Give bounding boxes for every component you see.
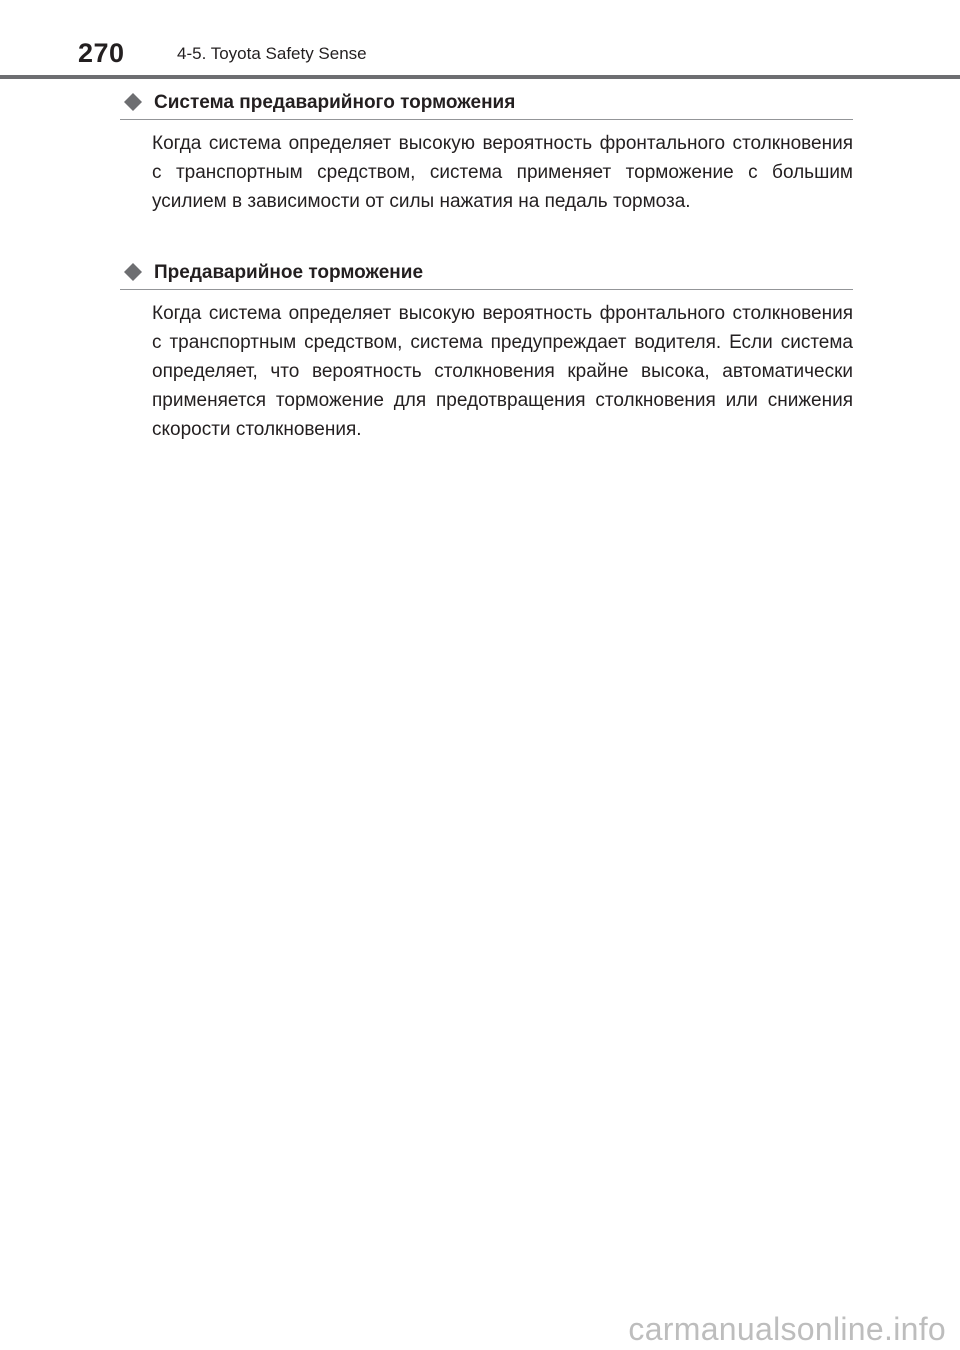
page-header [0, 0, 960, 76]
section-pre-collision-braking [120, 256, 853, 444]
watermark: carmanualsonline.info [628, 1311, 946, 1347]
diamond-icon [124, 263, 142, 281]
diamond-icon [124, 93, 142, 111]
running-section-title: 4-5. Toyota Safety Sense [177, 44, 367, 63]
section-heading [120, 256, 853, 290]
section-title: Система предаварийного торможения [154, 92, 516, 113]
section-paragraph: Когда система определяет высокую вероятность фронтального столкновения с транспортным средством, система предупреждает водителя. Если система определяет, что вероятность столкновения крайне высока, автоматически применяется торможение для предотвращения столкновения или снижения скорости столкновения. [152, 303, 853, 440]
header-divider [0, 75, 960, 79]
section-heading [120, 86, 853, 120]
section-title: Предаварийное торможение [154, 262, 424, 283]
section-pre-collision-brake-assist [120, 86, 853, 216]
section-paragraph: Когда система определяет высокую вероятность фронтального столкновения с транспортным средством, система применяет торможение с большим усилием в зависимости от силы нажатия на педаль тормоза. [152, 133, 853, 212]
page-number: 270 [78, 38, 125, 68]
